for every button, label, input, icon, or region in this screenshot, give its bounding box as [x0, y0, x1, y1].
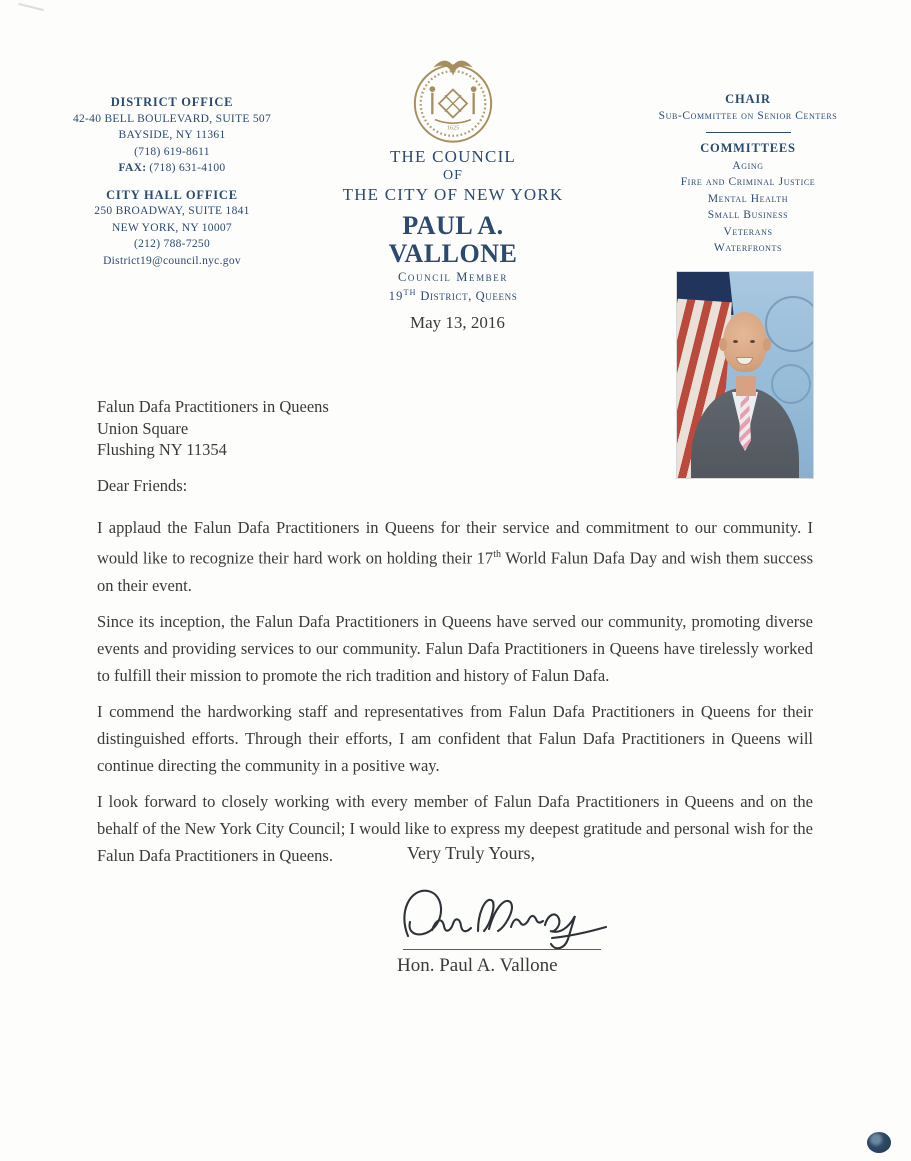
committees-title: COMMITTEES: [700, 141, 796, 155]
org-name-line2: OF: [443, 168, 463, 183]
nyc-flag-detail: [765, 296, 813, 352]
council-member-portrait: [677, 272, 813, 478]
signature-handwriting: [392, 876, 614, 956]
signature-line: [403, 949, 601, 950]
paragraph-1-text: I applaud the Falun Dafa Practitioners in Queens for their service and commitment to our community. I would like to recognize their hard work on holding their 17: [97, 518, 813, 568]
signer-name: Hon. Paul A. Vallone: [397, 955, 558, 976]
fax-label: FAX:: [118, 162, 147, 174]
district-number: 19: [388, 289, 404, 304]
seal-year: 1625: [446, 124, 460, 132]
chair-title: CHAIR: [725, 92, 771, 106]
committee-item: Waterfronts: [713, 242, 783, 254]
committee-item: Fire and Criminal Justice: [680, 176, 816, 188]
paragraph-1-text: World Falun Dafa Day and wish them success on their event.: [97, 548, 813, 595]
paragraph-3: I commend the hardworking staff and representatives from Falun Dafa Practitioners in Queens for their distinguished efforts. Through their efforts, I am confident that Falun Dafa Practitioners in Queens will continue directing the community in a positive way.: [97, 701, 813, 775]
recipient-line: Flushing NY 11354: [97, 440, 227, 459]
city-hall-address-line: NEW YORK, NY 10007: [112, 221, 232, 234]
org-name-line3: THE CITY OF NEW YORK: [342, 185, 564, 204]
city-hall-office-block: [40, 187, 304, 270]
committee-item: Aging: [732, 159, 764, 172]
paragraph-4: I look forward to closely working with every member of Falun Dafa Practitioners in Queens and on the behalf of the New York City Council; I would like to express my deepest gratitude and personal wish for the Falun Dafa Practitioners in Queens.: [97, 791, 813, 865]
district-label: [340, 285, 566, 304]
fax-number: (718) 631-4100: [149, 162, 226, 174]
district-office-address-line: BAYSIDE, NY 11361: [118, 129, 226, 141]
portrait-tie: [739, 393, 751, 451]
committees-column: [628, 91, 868, 257]
council-member-name: PAUL A. VALLONE: [388, 211, 518, 268]
salutation: Dear Friends:: [97, 476, 188, 495]
portrait-ear: [719, 338, 727, 351]
portrait-eye: [750, 340, 755, 343]
portrait-eye: [733, 340, 738, 343]
closing-phrase: Very Truly Yours,: [407, 843, 536, 863]
council-member-title: Council Member: [398, 270, 508, 284]
district-office-block: [40, 94, 304, 177]
chair-subtitle: Sub-Committee on Senior Centers: [658, 109, 838, 122]
committee-item: Mental Health: [707, 192, 789, 205]
district-office-phone: (718) 619-8611: [134, 145, 210, 158]
district-ordinal: TH: [403, 288, 417, 297]
district-office-address-line: 42-40 BELL BOULEVARD, SUITE 507: [72, 112, 272, 125]
committee-item: Small Business: [707, 209, 789, 221]
letterhead-center: [340, 55, 566, 304]
committee-item: Veterans: [723, 225, 773, 238]
recipient-address: [97, 396, 329, 461]
nyc-flag-detail: [771, 364, 811, 404]
district-office-fax: [40, 160, 304, 177]
district-rest: District, Queens: [416, 289, 518, 304]
district-office-title: DISTRICT OFFICE: [110, 95, 234, 109]
portrait-ear: [763, 338, 771, 351]
office-contact-column: [40, 94, 304, 279]
divider-rule: [706, 132, 791, 133]
city-hall-office-title: CITY HALL OFFICE: [106, 187, 238, 202]
paragraph-1: [97, 514, 813, 599]
letter-body: [97, 514, 813, 878]
nyc-council-seal-icon: [408, 55, 498, 143]
committees-list: [628, 158, 868, 257]
org-name-line1: THE COUNCIL: [389, 147, 517, 166]
letter-date: May 13, 2016: [410, 313, 505, 332]
union-bug-icon: [867, 1132, 891, 1153]
portrait-neck: [736, 376, 756, 396]
paragraph-2: Since its inception, the Falun Dafa Practitioners in Queens have served our community, promoting diverse events and providing services to our community. Falun Dafa Practitioners in Queens have tirelessly worked to fulfill their mission to promote the rich tradition and history of Falun Dafa.: [97, 611, 813, 685]
city-hall-phone: (212) 788-7250: [133, 238, 211, 250]
city-hall-email: District19@council.nyc.gov: [103, 254, 241, 267]
ordinal-superscript: th: [493, 549, 501, 560]
scan-artifact: [18, 3, 44, 11]
city-hall-address-line: 250 BROADWAY, SUITE 1841: [94, 205, 250, 217]
recipient-line: Union Square: [97, 418, 189, 438]
recipient-line: Falun Dafa Practitioners in Queens: [97, 397, 329, 416]
